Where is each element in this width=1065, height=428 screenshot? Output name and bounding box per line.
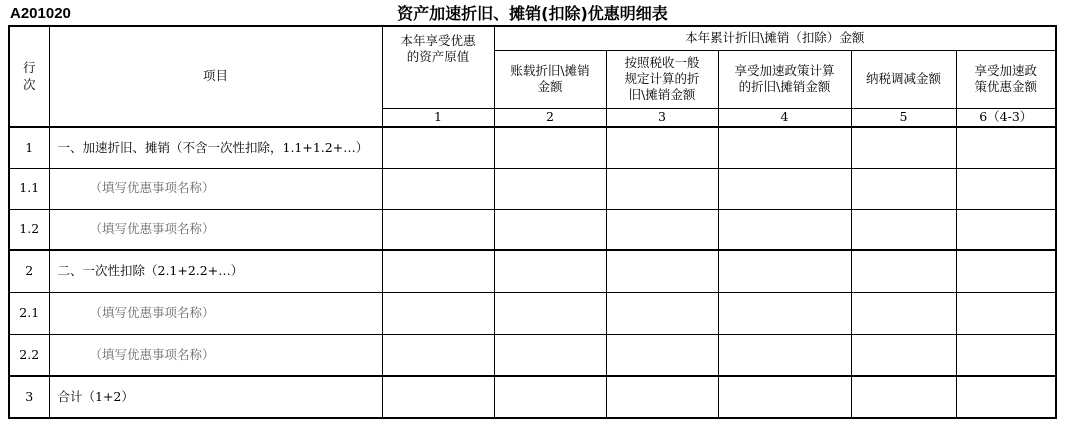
header-col4: 享受加速政策计算 的折旧\摊销金额 [718,50,851,108]
cell-input[interactable] [606,334,718,376]
column-number: 3 [606,108,718,127]
column-number: 6（4-3） [956,108,1056,127]
table-row [9,209,1056,250]
column-number: 5 [851,108,956,127]
cell-input[interactable] [606,376,718,418]
row-item: 一、加速折旧、摊销（不含一次性扣除，1.1+1.2+…） [49,127,382,168]
cell-input[interactable] [494,250,606,292]
cell-input[interactable] [606,292,718,334]
cell-input[interactable] [718,127,851,168]
header-group-amount: 本年累计折旧\摊销（扣除）金额 [494,26,1056,50]
cell-input[interactable] [851,334,956,376]
row-number: 1.1 [9,168,49,209]
form-title: 资产加速折旧、摊销(扣除)优惠明细表 [397,4,668,23]
row-number: 2.1 [9,292,49,334]
cell-input[interactable] [494,334,606,376]
table-row [9,334,1056,376]
cell-input[interactable] [718,168,851,209]
cell-input[interactable] [956,127,1056,168]
header-item: 项目 [49,26,382,127]
cell-input[interactable] [718,376,851,418]
detail-table [8,25,1057,419]
row-number: 2 [9,250,49,292]
header-col2: 账载折旧\摊销 金额 [494,50,606,108]
cell-input[interactable] [851,250,956,292]
row-number: 3 [9,376,49,418]
table-row [9,127,1056,168]
row-number: 1 [9,127,49,168]
cell-input[interactable] [494,376,606,418]
cell-input[interactable] [956,292,1056,334]
table-row [9,292,1056,334]
cell-input[interactable] [851,209,956,250]
cell-input[interactable] [718,292,851,334]
cell-input[interactable] [382,168,494,209]
cell-input[interactable] [956,209,1056,250]
cell-input[interactable] [494,168,606,209]
cell-input[interactable] [956,168,1056,209]
table-row [9,250,1056,292]
cell-input[interactable] [851,376,956,418]
column-number: 1 [382,108,494,127]
header-col5: 纳税调减金额 [851,50,956,108]
cell-input[interactable] [382,334,494,376]
column-number: 4 [718,108,851,127]
cell-input[interactable] [494,127,606,168]
column-number: 2 [494,108,606,127]
table-row [9,376,1056,418]
header-row-no: 行 次 [9,26,49,127]
header-col6: 享受加速政 策优惠金额 [956,50,1056,108]
cell-input[interactable] [382,376,494,418]
cell-input[interactable] [606,209,718,250]
cell-input[interactable] [382,209,494,250]
cell-input[interactable] [494,292,606,334]
cell-input[interactable] [851,127,956,168]
cell-input[interactable] [718,209,851,250]
cell-input[interactable] [382,250,494,292]
row-number: 2.2 [9,334,49,376]
row-item: （填写优惠事项名称） [49,292,382,334]
row-item: （填写优惠事项名称） [49,168,382,209]
cell-input[interactable] [382,127,494,168]
row-item: 合计（1+2） [49,376,382,418]
cell-input[interactable] [606,168,718,209]
cell-input[interactable] [956,376,1056,418]
cell-input[interactable] [718,334,851,376]
cell-input[interactable] [851,168,956,209]
table-row [9,168,1056,209]
cell-input[interactable] [956,250,1056,292]
form-code: A201020 [10,5,71,22]
row-item: （填写优惠事项名称） [49,334,382,376]
row-item: 二、一次性扣除（2.1+2.2+…） [49,250,382,292]
cell-input[interactable] [718,250,851,292]
header-col3: 按照税收一般 规定计算的折 旧\摊销金额 [606,50,718,108]
cell-input[interactable] [494,209,606,250]
cell-input[interactable] [382,292,494,334]
row-number: 1.2 [9,209,49,250]
header-original-value: 本年享受优惠 的资产原值 [382,26,494,108]
cell-input[interactable] [606,127,718,168]
cell-input[interactable] [606,250,718,292]
row-item: （填写优惠事项名称） [49,209,382,250]
cell-input[interactable] [851,292,956,334]
cell-input[interactable] [956,334,1056,376]
